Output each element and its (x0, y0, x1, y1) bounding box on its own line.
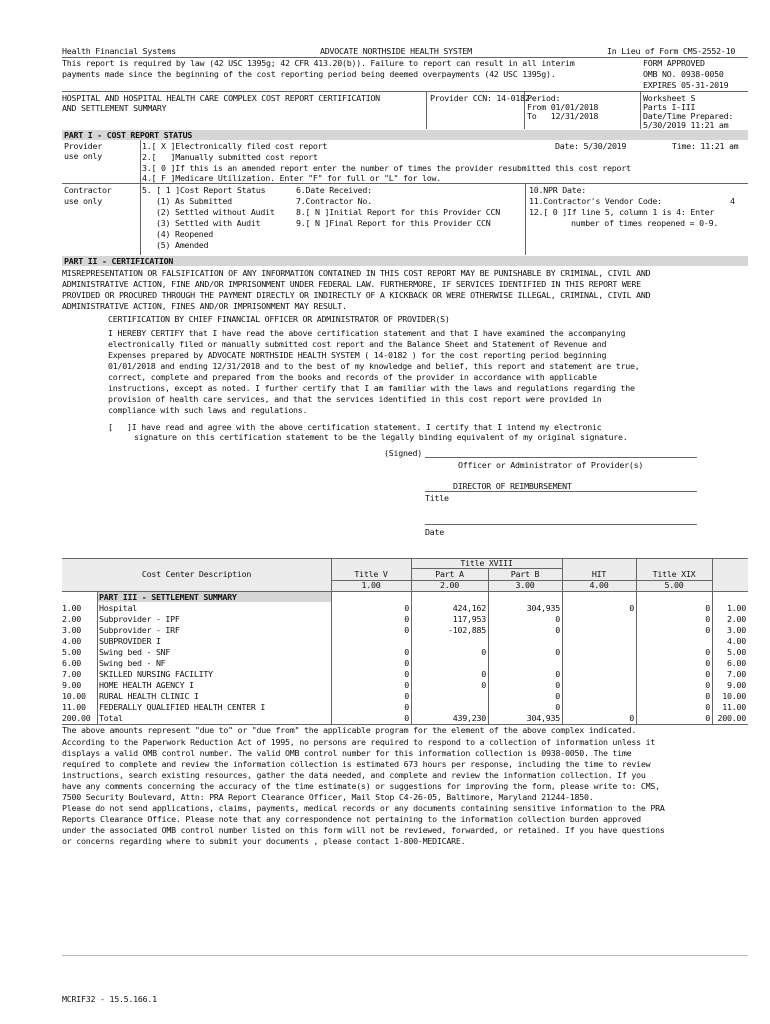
header-form-id: In Lieu of Form CMS-2552-10 (607, 46, 736, 56)
item-npr-date: 10.NPR Date: (529, 185, 586, 195)
filed-time: Time: 11:21 am (672, 141, 739, 151)
row-title-xix: 0 (705, 669, 710, 679)
status-settled-without-audit: (2) Settled without Audit (156, 207, 275, 217)
date-label: Date (425, 527, 444, 537)
item-amended-report: 3.[ 0 ]If this is an amended report enter the number of times the provider resubmitted this cost report (142, 163, 631, 173)
row-description: FEDERALLY QUALIFIED HEALTH CENTER I (99, 702, 266, 712)
row-part-b: 304,935 (526, 713, 560, 723)
status-settled-with-audit: (3) Settled with Audit (156, 218, 261, 228)
row-part-b: 0 (555, 625, 560, 635)
colnum-part-a: 2.00 (440, 580, 459, 590)
provider-use-label-2: use only (64, 151, 102, 161)
colnum-part-b: 3.00 (515, 580, 535, 590)
warning-line-2: ADMINISTRATIVE ACTION, FINE AND/OR IMPRISONMENT UNDER FEDERAL LAW. FURTHERMORE, IF SERVICES IDENTIFIED IN THIS REPORT WERE (62, 279, 641, 289)
row-title-v: 0 (404, 647, 409, 657)
esignature-statement: signature on this certification statement to be the legally binding equivalent of my original signature. (134, 432, 628, 442)
item-medicare-utilization: 4.[ F ]Medicare Utilization. Enter "F" for full or "L" for low. (142, 173, 441, 183)
title-block-divider-1 (426, 91, 427, 129)
row-title-v: 0 (404, 702, 409, 712)
row-description: SUBPROVIDER I (99, 636, 161, 646)
pra-line-6: 7500 Security Boulevard, Attn: PRA Report Clearance Officer, Mail Stop C4-26-05, Baltimore, Maryland 21244-1850. (62, 792, 594, 802)
provider-ccn: Provider CCN: 14-0182 (430, 93, 530, 103)
contractor-use-divider (140, 183, 141, 255)
row-title-v: 0 (404, 691, 409, 701)
row-number: 200.00 (62, 713, 91, 723)
row-description: Swing bed - NF (99, 658, 166, 668)
signature-line[interactable] (425, 457, 697, 458)
period-label: Period: (527, 93, 561, 103)
colnum-title-v: 1.00 (361, 580, 381, 590)
row-part-a: 0 (481, 647, 486, 657)
row-part-b: 0 (555, 669, 560, 679)
period-from: From 01/01/2018 (527, 102, 599, 112)
form-approved-label: FORM APPROVED (643, 58, 705, 68)
row-title-v: 0 (404, 669, 409, 679)
item-times-reopened: 12.[ 0 ]If line 5, column 1 is 4: Enter (529, 207, 715, 217)
item-cost-report-status: 5. [ 1 ]Cost Report Status (142, 185, 266, 195)
esignature-checkbox-line[interactable]: [ ]I have read and agree with the above certification statement. I certify that I intend my electronic (108, 422, 602, 432)
pra-line-10: or concerns regarding where to submit your documents , please contact 1-800-MEDICARE. (62, 836, 466, 846)
software-version: MCRIF32 - 15.5.166.1 (62, 994, 157, 1004)
row-title-v: 0 (404, 603, 409, 613)
warning-line-1: MISREPRESENTATION OR FALSIFICATION OF ANY INFORMATION CONTAINED IN THIS COST REPORT MAY BE PUNISHABLE BY CRIMINAL, CIVIL AND (62, 268, 651, 278)
contractor-use-label-2: use only (64, 196, 102, 206)
row-number-right: 11.00 (722, 702, 746, 712)
footer-rule (62, 955, 748, 956)
pra-line-2: displays a valid OMB control number. The valid OMB control number for this information collection is 0938-0050. The time (62, 748, 632, 758)
row-number-right: 4.00 (727, 636, 746, 646)
header-cost-center: Cost Center Description (141, 569, 252, 579)
date-line[interactable] (425, 524, 697, 525)
legal-notice-line-1: This report is required by law (42 USC 1395g; 42 CFR 413.20(b)). Failure to report can result in all interim (62, 58, 575, 68)
contractor-right-divider (525, 183, 526, 255)
certification-para-8: compliance with such laws and regulations. (108, 405, 308, 415)
title-block-divider-3 (640, 91, 641, 129)
item-final-report: 9.[ N ]Final Report for this Provider CCN (296, 218, 491, 228)
expiration-date: EXPIRES 05-31-2019 (643, 80, 729, 90)
report-title-line-2: AND SETTLEMENT SUMMARY (62, 103, 167, 113)
certification-para-1: I HEREBY CERTIFY that I have read the above certification statement and that I have examined the accompanying (108, 328, 626, 338)
legal-notice-line-2: payments made since the beginning of the cost reporting period being deemed overpayments (42 USC 1395g). (62, 69, 556, 79)
header-hit: HIT (591, 569, 607, 579)
item-vendor-code: 11.Contractor's Vendor Code: (529, 196, 662, 206)
part1-heading: PART I - COST REPORT STATUS (64, 130, 193, 140)
row-title-v: 0 (404, 658, 409, 668)
pra-line-9: under the associated OMB control number listed on this form will not be reviewed, forwarded, or retained. If you have questions (62, 825, 665, 835)
item-initial-report: 8.[ N ]Initial Report for this Provider CCN (296, 207, 501, 217)
row-number: 9.00 (62, 680, 81, 690)
omb-number: OMB NO. 0938-0050 (643, 69, 724, 79)
row-part-a: 117,953 (452, 614, 486, 624)
row-number: 10.00 (62, 691, 86, 701)
certification-para-7: provision of health care services, and that the services identified in this cost report were provided in (108, 394, 602, 404)
row-number: 1.00 (62, 603, 81, 613)
row-number-right: 2.00 (727, 614, 746, 624)
pra-line-1: According to the Paperwork Reduction Act of 1995, no persons are required to respond to a collection of information unless it (62, 737, 656, 747)
row-number-right: 10.00 (722, 691, 746, 701)
row-number: 7.00 (62, 669, 81, 679)
row-title-v: 0 (404, 713, 409, 723)
row-part-a: 439,230 (452, 713, 486, 723)
status-as-submitted: (1) As Submitted (156, 196, 232, 206)
date-prepared-value: 5/30/2019 11:21 am (643, 120, 729, 130)
row-description: HOME HEALTH AGENCY I (99, 680, 194, 690)
pra-line-5: have any comments concerning the accuracy of the time estimate(s) or suggestions for improving the form, please write to: CMS, (62, 781, 660, 791)
row-number: 5.00 (62, 647, 81, 657)
row-part-a: -102,885 (448, 625, 486, 635)
row-part-b: 0 (555, 647, 560, 657)
row-part-a: 0 (481, 669, 486, 679)
header-system-name: Health Financial Systems (62, 46, 176, 56)
item-contractor-no: 7.Contractor No. (296, 196, 372, 206)
item-times-reopened-note: number of times reopened = 0-9. (571, 218, 719, 228)
row-number-right: 5.00 (727, 647, 746, 657)
row-number-right: 9.00 (727, 680, 746, 690)
row-title-xix: 0 (705, 625, 710, 635)
provider-use-divider (140, 140, 141, 183)
row-part-a: 0 (481, 680, 486, 690)
status-reopened: (4) Reopened (156, 229, 213, 239)
title-value: DIRECTOR OF REIMBURSEMENT (453, 481, 572, 491)
row-number-right: 1.00 (727, 603, 746, 613)
row-part-a: 424,162 (452, 603, 486, 613)
row-title-xix: 0 (705, 614, 710, 624)
row-title-xix: 0 (705, 680, 710, 690)
worksheet-parts: Parts I-III (643, 102, 696, 112)
row-description: Total (99, 713, 123, 723)
date-prepared-label: Date/Time Prepared: (643, 111, 734, 121)
header-part-b: Part B (510, 569, 540, 579)
row-hit: 0 (629, 603, 634, 613)
header-provider-name: ADVOCATE NORTHSIDE HEALTH SYSTEM (320, 46, 472, 56)
part2-heading: PART II - CERTIFICATION (64, 256, 174, 266)
row-description: SKILLED NURSING FACILITY (99, 669, 213, 679)
colnum-hit: 4.00 (589, 580, 609, 590)
pra-line-4: instructions, search existing resources, gather the data needed, and complete and review the information collection. If you (62, 770, 646, 780)
row-part-b: 0 (555, 614, 560, 624)
row-title-v: 0 (404, 614, 409, 624)
filed-date: Date: 5/30/2019 (555, 141, 627, 151)
header-part-a: Part A (435, 569, 464, 579)
period-to: To 12/31/2018 (527, 111, 599, 121)
provider-use-label-1: Provider (64, 141, 102, 151)
certification-heading: CERTIFICATION BY CHIEF FINANCIAL OFFICER OR ADMINISTRATOR OF PROVIDER(S) (108, 314, 450, 324)
row-number-right: 3.00 (727, 625, 746, 635)
row-description: Swing bed - SNF (99, 647, 171, 657)
warning-line-3: PROVIDED OR PROCURED THROUGH THE PAYMENT DIRECTLY OR INDIRECTLY OF A KICKBACK OR WERE OTHERWISE ILLEGAL, CRIMINAL, CIVIL AND (62, 290, 651, 300)
row-number-right: 6.00 (727, 658, 746, 668)
title-label: Title (425, 493, 449, 503)
row-title-xix: 0 (705, 603, 710, 613)
row-title-xix: 0 (705, 647, 710, 657)
row-hit: 0 (629, 713, 634, 723)
colnum-title-xix: 5.00 (664, 580, 684, 590)
row-title-xix: 0 (705, 702, 710, 712)
pra-line-8: Reports Clearance Office. Please note that any correspondence not pertaining to the information collection burden approved (62, 814, 641, 824)
title-line (425, 491, 697, 492)
row-description: Subprovider - IRF (99, 625, 180, 635)
row-description: RURAL HEALTH CLINIC I (99, 691, 199, 701)
item-manually-submitted: 2.[ ]Manually submitted cost report (142, 152, 318, 162)
title-block-top-rule (62, 91, 748, 92)
due-to-note: The above amounts represent "due to" or "due from" the applicable program for the element of the above complex indicated. (62, 725, 637, 735)
certification-para-6: instructions, except as noted. I further certify that I am familiar with the laws and regulations regarding the (108, 383, 635, 393)
row-title-xix: 0 (705, 658, 710, 668)
warning-line-4: ADMINISTRATIVE ACTION, FINES AND/OR IMPRISONMENT MAY RESULT. (62, 301, 347, 311)
officer-label: Officer or Administrator of Provider(s) (458, 460, 644, 470)
row-description: Hospital (99, 603, 137, 613)
header-title-xviii: Title XVIII (460, 558, 513, 568)
row-number: 4.00 (62, 636, 81, 646)
row-number: 3.00 (62, 625, 81, 635)
row-title-v: 0 (404, 680, 409, 690)
row-part-b: 0 (555, 702, 560, 712)
row-number-right: 7.00 (727, 669, 746, 679)
row-title-v: 0 (404, 625, 409, 635)
row-part-b: 0 (555, 680, 560, 690)
row-title-xix: 0 (705, 691, 710, 701)
contractor-top-rule (62, 183, 748, 184)
row-part-b: 304,935 (526, 603, 560, 613)
row-number: 6.00 (62, 658, 81, 668)
row-title-xix: 0 (705, 713, 710, 723)
row-number: 11.00 (62, 702, 86, 712)
row-number-right: 200.00 (717, 713, 746, 723)
worksheet-label: Worksheet S (643, 93, 696, 103)
certification-para-4: 01/01/2018 and ending 12/31/2018 and to the best of my knowledge and belief, this report and statement are true, (108, 361, 640, 371)
part3-heading: PART III - SETTLEMENT SUMMARY (99, 592, 237, 602)
pra-line-7: Please do not send applications, claims, payments, medical records or any documents containing sensitive information to the PRA (62, 803, 665, 813)
header-title-v: Title V (354, 569, 388, 579)
contractor-use-label-1: Contractor (64, 185, 112, 195)
certification-para-2: electronically filed or manually submitted cost report and the Balance Sheet and Statement of Revenue and (108, 339, 607, 349)
vendor-code-value: 4 (730, 196, 735, 206)
row-number: 2.00 (62, 614, 81, 624)
row-part-b: 0 (555, 691, 560, 701)
report-title-line-1: HOSPITAL AND HOSPITAL HEALTH CARE COMPLEX COST REPORT CERTIFICATION (62, 93, 380, 103)
certification-para-5: correct, complete and prepared from the books and records of the provider in accordance with applicable (108, 372, 597, 382)
header-title-xix: Title XIX (652, 569, 696, 579)
pra-line-3: required to complete and review the information collection is estimated 673 hours per response, including the time to review (62, 759, 651, 769)
status-amended: (5) Amended (156, 240, 209, 250)
row-description: Subprovider - IPF (99, 614, 180, 624)
row-number-divider (97, 592, 98, 724)
certification-para-3: Expenses prepared by ADVOCATE NORTHSIDE HEALTH SYSTEM ( 14-0182 ) for the cost reporting period beginning (108, 350, 607, 360)
signed-label: (Signed) (384, 448, 422, 458)
item-date-received: 6.Date Received: (296, 185, 372, 195)
item-electronically-filed: 1.[ X ]Electronically filed cost report (142, 141, 328, 151)
